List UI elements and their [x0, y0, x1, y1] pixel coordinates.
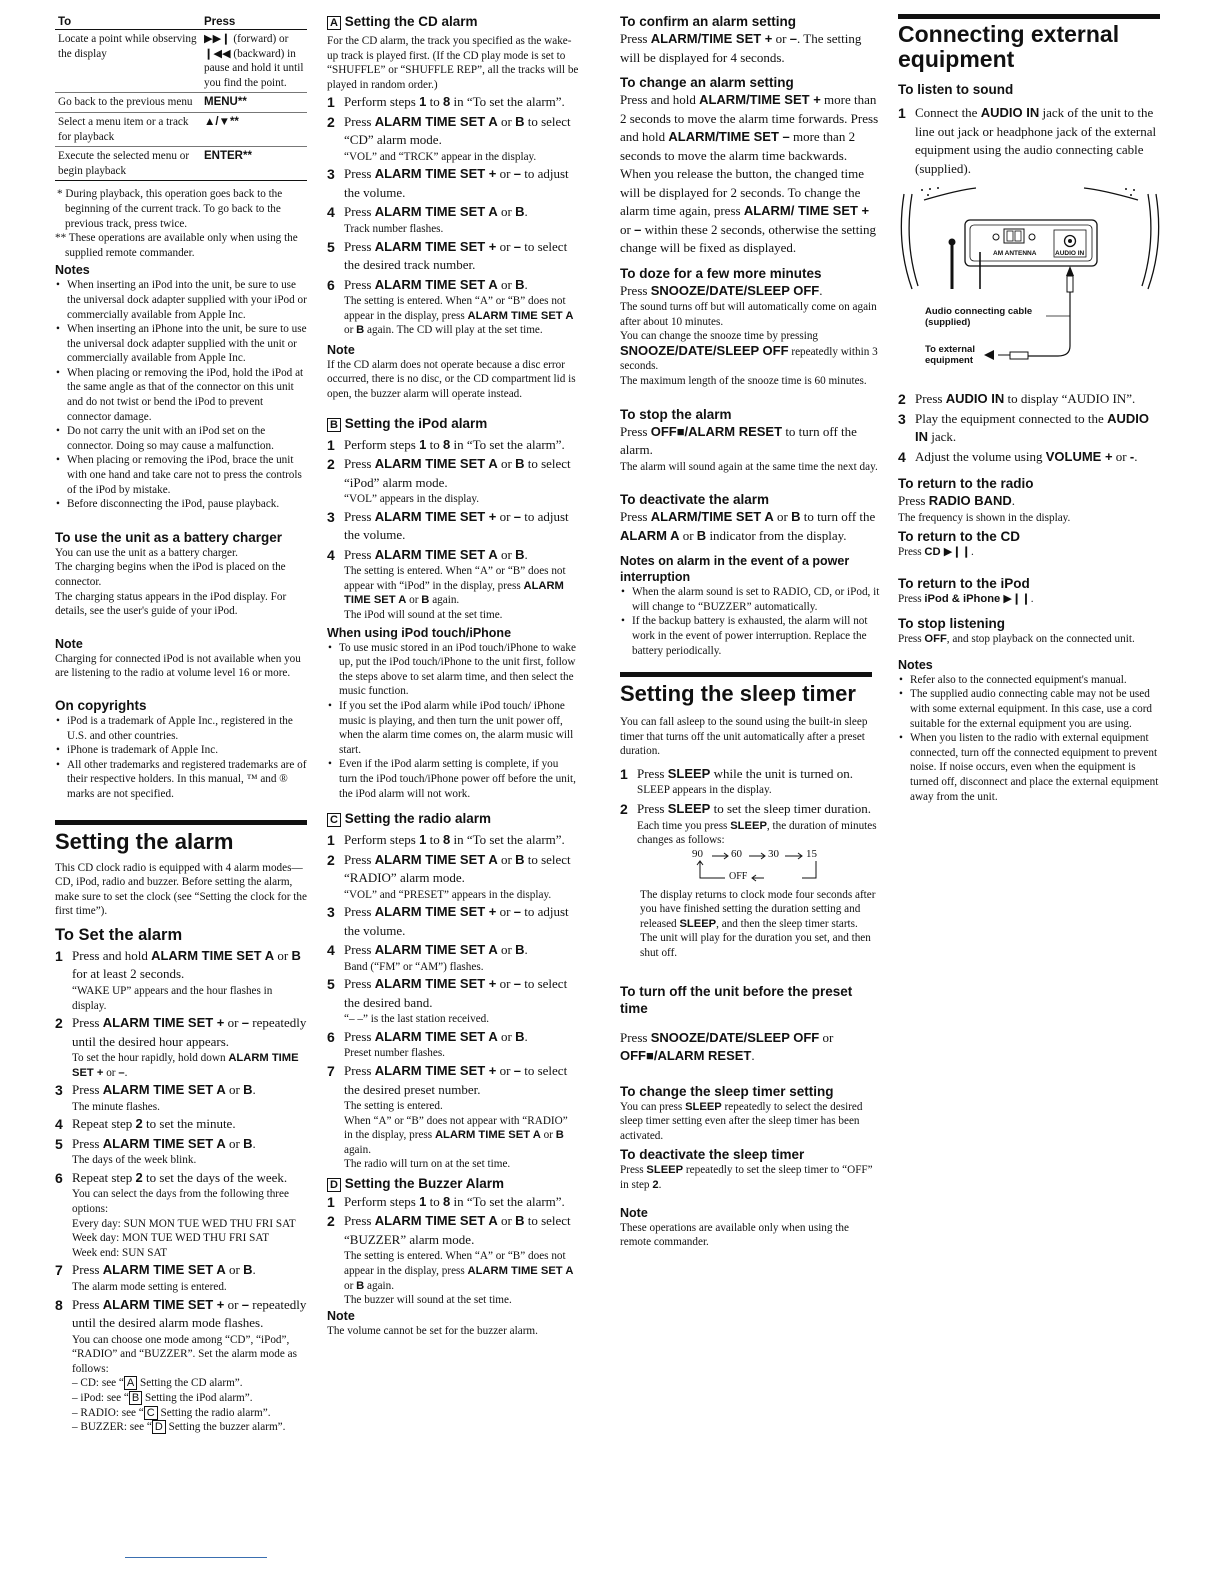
- sleep-note-title: Note: [620, 1205, 648, 1220]
- return-radio-title: To return to the radio: [898, 476, 1034, 491]
- step: [327, 1028, 579, 1061]
- sleep-steps: [620, 765, 880, 848]
- list-item: • Refer also to the connected equipment's manual.: [898, 673, 1160, 688]
- cycle-15: 15: [806, 847, 817, 860]
- buzzer-steps: [327, 1193, 579, 1308]
- deact-sleep-text: Press SLEEP repeatedly to set the sleep timer to “OFF” in step 2.: [620, 1164, 873, 1192]
- step: [55, 1081, 307, 1114]
- doze-sub: The sound turns off but will automatically come on again after about 10 minutes. You can change the snooze time by pressing SNOOZE/DATE/SLEEP OFF repeatedly within 3 seconds. The maximum length of the snooze time is 60 minutes.: [620, 301, 878, 387]
- sleep-note-text: These operations are available only when using the remote commander.: [620, 1221, 849, 1249]
- step-text: Press SLEEP to set the sleep timer duration.: [637, 801, 871, 816]
- step-number: 4: [327, 204, 335, 221]
- ipod-alarm-title: [327, 416, 579, 432]
- table-cell: Select a menu item or a track for playback: [55, 112, 201, 146]
- step-number: 1: [327, 1193, 335, 1210]
- step-text: Press ALARM TIME SET + or – to select the desired band.: [344, 976, 568, 1010]
- sleep-after: The display returns to clock mode four seconds after you have finished setting the duration setting and released SLEEP, and then the sleep timer starts. The unit will play for the duration you set, and then shut off.: [640, 888, 876, 960]
- return-radio-main: Press RADIO BAND.: [898, 493, 1016, 508]
- step-text: Press AUDIO IN to display “AUDIO IN”.: [915, 391, 1136, 406]
- step-text: Press ALARM TIME SET + or – to select the desired track number.: [344, 238, 568, 273]
- table-cell: ENTER**: [201, 147, 307, 181]
- step: [327, 903, 579, 940]
- step: [327, 831, 579, 850]
- step-number: 3: [55, 1082, 63, 1099]
- change-sleep-text: You can press SLEEP repeatedly to select the desired sleep timer setting even after the sleep timer has been activated.: [620, 1100, 863, 1142]
- step-number: 6: [327, 1028, 335, 1045]
- paragraph: The charging status appears in the iPod display. For details, see the user's guide of your iPod.: [55, 590, 287, 618]
- power-notes: [620, 585, 880, 658]
- step-text: Press ALARM TIME SET A or B.: [344, 1028, 528, 1044]
- step: [55, 1014, 307, 1080]
- step: [55, 1135, 307, 1168]
- radio-steps: [327, 831, 579, 1172]
- doze-title: To doze for a few more minutes: [620, 265, 822, 281]
- step-text: Press ALARM TIME SET + or – repeatedly until the desired hour appears.: [72, 1015, 307, 1049]
- step-text: Repeat step 2 to set the minute.: [72, 1116, 236, 1132]
- column-1: [55, 14, 307, 1435]
- alarm-steps: [55, 947, 307, 1435]
- step-detail: The alarm mode setting is entered.: [72, 1280, 227, 1293]
- step-number: 2: [327, 1213, 335, 1230]
- step-number: 1: [327, 94, 335, 111]
- external-label: To external equipment: [925, 344, 975, 366]
- step: [327, 165, 579, 202]
- table-row: [55, 112, 307, 146]
- step-number: 1: [55, 947, 63, 964]
- step: [327, 436, 579, 455]
- step-text: Press ALARM TIME SET A or B to select “RADIO” alarm mode.: [344, 851, 571, 886]
- stop-alarm-main: Press OFF■/ALARM RESET to turn off the alarm.: [620, 423, 857, 458]
- step-detail: SLEEP appears in the display.: [637, 784, 772, 797]
- footnote: ** These operations are available only when using the supplied remote commander.: [55, 232, 298, 259]
- step-detail: The setting is entered. When “A” or “B” does not appear in the display, press ALARM TIME SET A or B again. The CD will play at the set time.: [344, 295, 574, 337]
- charger-title: To use the unit as a battery charger: [55, 529, 283, 545]
- note-text: Charging for connected iPod is not available when you are listening to the radio at volume level 16 or more.: [55, 652, 301, 680]
- sleep-cycle-arrows: [640, 848, 870, 884]
- table-row: [55, 147, 307, 181]
- table-cell: Execute the selected menu or begin playback: [55, 147, 201, 181]
- step-number: 2: [620, 801, 628, 817]
- step: [327, 203, 579, 236]
- connect-heading: Connecting external equipment: [898, 14, 1160, 72]
- label-c-box: C: [327, 813, 341, 827]
- list-item: • When placing or removing the iPod, hold the iPod at the same angle as that of the connector on this unit and do not twist or bend the iPod to prevent connector damage.: [55, 366, 307, 424]
- step-text: Press and hold ALARM TIME SET A or B for at least 2 seconds.: [72, 947, 301, 982]
- step: [620, 765, 880, 798]
- notes-title: Notes: [55, 263, 90, 278]
- list-item: • All other trademarks and registered trademarks are of their respective holders. In this manual, ™ and ® marks are not specified.: [55, 758, 307, 802]
- power-title: Notes on alarm in the event of a power interruption: [620, 554, 850, 585]
- step: [327, 975, 579, 1027]
- step: [620, 800, 880, 848]
- note-title: Note: [55, 636, 83, 651]
- cd-note-title: Note: [327, 342, 355, 357]
- buzzer-note: The volume cannot be set for the buzzer alarm.: [327, 1324, 538, 1337]
- step-text: Press ALARM TIME SET A or B.: [344, 546, 528, 562]
- step-detail: Track number flashes.: [344, 222, 444, 235]
- step-detail: You can choose one mode among “CD”, “iPod”, “RADIO” and “BUZZER”. Set the alarm mode as follows: – CD: see “ A Setting the CD alarm”. – iPod: see “ B Setting the iPod alarm”. – RADIO: see “ C Setting the radio alarm”. – BUZZER: see “ D Setting the buzzer alarm”.: [72, 1333, 297, 1434]
- table-cell: Go back to the previous menu: [55, 93, 201, 113]
- list-item: • Do not carry the unit with an iPod set on the connector. Doing so may cause a malfunction.: [55, 424, 307, 453]
- cd-intro: For the CD alarm, the track you specified as the wake-up track is played first. (If the CD play mode is set to “SHUFFLE” or “SHUFFLE REP”, all the tracks will be played in random order.): [327, 35, 579, 91]
- step-text: Perform steps 1 to 8 in “To set the alarm”.: [344, 1193, 565, 1209]
- list-item: • If the backup battery is exhausted, the alarm will not work in the event of power interruption. Replace the battery periodically.: [620, 614, 880, 658]
- step-number: 3: [327, 166, 335, 183]
- connection-diagram: [898, 184, 1163, 389]
- step-text: Press ALARM TIME SET A or B.: [72, 1135, 256, 1151]
- step-text: Press ALARM TIME SET A or B.: [72, 1082, 256, 1098]
- confirm-text: Press ALARM/TIME SET + or –. The setting will be displayed for 4 seconds.: [620, 31, 862, 65]
- paragraph: The charging begins when the iPod is placed on the connector.: [55, 561, 286, 588]
- step: [327, 276, 579, 338]
- cd-alarm-title: [327, 14, 579, 30]
- step: [55, 1261, 307, 1294]
- step-number: 1: [327, 832, 335, 849]
- cycle-60: 60: [731, 847, 742, 860]
- buzzer-alarm-title-text: Setting the Buzzer Alarm: [344, 1175, 504, 1191]
- return-cd-text: Press CD ▶❙❙.: [898, 546, 974, 559]
- step: [898, 448, 1160, 467]
- preset-text: Press SNOOZE/DATE/SLEEP OFF or OFF■/ALARM RESET.: [620, 1029, 834, 1064]
- deact-sleep-title: To deactivate the sleep timer: [620, 1147, 805, 1163]
- paragraph: You can use the unit as a battery charger.: [55, 546, 238, 559]
- step: [55, 1296, 307, 1435]
- sleep-cycle-diagram: [640, 848, 870, 884]
- connect-steps: [898, 390, 1160, 466]
- deactivate-text: Press ALARM/TIME SET A or B to turn off the ALARM A or B indicator from the display.: [620, 509, 876, 543]
- label-a-box: A: [327, 16, 341, 30]
- table-cell: Locate a point while observing the display: [55, 30, 201, 93]
- step: [327, 238, 579, 275]
- preset-title: To turn off the unit before the preset time: [620, 983, 853, 1016]
- step-number: 4: [898, 448, 906, 465]
- step-detail: “– –” is the last station received.: [344, 1013, 490, 1026]
- buzzer-alarm-title: [327, 1176, 579, 1192]
- step-number: 2: [327, 851, 335, 868]
- confirm-title: To confirm an alarm setting: [620, 14, 797, 29]
- step-text: Press ALARM TIME SET + or – to adjust the volume.: [344, 166, 569, 200]
- step: [327, 455, 579, 507]
- step-text: Press ALARM TIME SET A or B.: [344, 942, 528, 958]
- step-text: Play the equipment connected to the AUDIO IN jack.: [915, 410, 1149, 444]
- change-text: Press and hold ALARM/TIME SET + more than 2 seconds to move the alarm time forwards. Press and hold ALARM/TIME SET – more than 2 seconds to move the alarm time backwards. When you release the button, the changed time will be displayed for 2 seconds. To change the alarm time again, press ALARM/ TIME SET + or – within these 2 seconds, otherwise the setting change will be fixed as displayed.: [620, 92, 879, 255]
- stop-alarm-title: To stop the alarm: [620, 406, 732, 422]
- step-number: 3: [898, 410, 906, 427]
- step-detail: Each time you press SLEEP, the duration of minutes changes as follows:: [637, 819, 877, 847]
- table-row: [55, 93, 307, 113]
- step: [327, 93, 579, 112]
- step-detail: “VOL” and “TRCK” appear in the display.: [344, 150, 537, 163]
- return-cd-title: To return to the CD: [898, 529, 1020, 545]
- alarm-intro: This CD clock radio is equipped with 4 alarm modes—CD, iPod, radio and buzzer. Before setting the alarm, make sure to set the clock (see “Setting the clock for the first time”).: [55, 861, 307, 918]
- list-item: • When the alarm sound is set to RADIO, CD, or iPod, it will change to “BUZZER” automatically.: [620, 585, 880, 614]
- step-detail: Preset number flashes.: [344, 1047, 445, 1060]
- cycle-off: OFF: [729, 870, 748, 882]
- step-detail: To set the hour rapidly, hold down ALARM TIME SET + or –.: [72, 1052, 299, 1079]
- return-ipod-text: Press iPod & iPhone ▶❙❙.: [898, 592, 1034, 605]
- step-text: Press ALARM TIME SET + or – to select the desired preset number.: [344, 1063, 568, 1097]
- step-number: 6: [55, 1169, 63, 1186]
- touch-notes: [327, 641, 579, 802]
- step-detail: “WAKE UP” appears and the hour flashes in display.: [72, 984, 273, 1012]
- step-detail: The minute flashes.: [72, 1100, 160, 1113]
- stop-listening-text: Press OFF, and stop playback on the connected unit.: [898, 633, 1135, 646]
- list-item: • iPhone is trademark of Apple Inc.: [55, 743, 307, 758]
- step-number: 7: [327, 1063, 335, 1079]
- connect-step-1-text: Connect the AUDIO IN jack of the unit to the line out jack or headphone jack of the external equipment using the audio connecting cable (supplied).: [915, 105, 1157, 176]
- step: [55, 1115, 307, 1134]
- step-number: 3: [327, 508, 335, 525]
- step-text: Perform steps 1 to 8 in “To set the alarm”.: [344, 436, 565, 452]
- alarm-heading: Setting the alarm: [55, 820, 307, 855]
- table-cell: MENU**: [201, 93, 307, 113]
- step-text: Press ALARM TIME SET A or B to select “CD” alarm mode.: [344, 113, 571, 148]
- change-sleep-title: To change the sleep timer setting: [620, 1083, 834, 1099]
- step-text: Perform steps 1 to 8 in “To set the alarm”.: [344, 832, 565, 848]
- return-radio-sub: The frequency is shown in the display.: [898, 511, 1071, 524]
- copyright-list: [55, 714, 307, 802]
- step-number: 4: [55, 1116, 63, 1133]
- step: [327, 851, 579, 903]
- step-number: 5: [55, 1135, 63, 1152]
- return-ipod-title: To return to the iPod: [898, 575, 1030, 591]
- step-text: Press ALARM TIME SET A or B.: [344, 204, 528, 220]
- step: [898, 410, 1160, 447]
- column-4: [898, 14, 1160, 804]
- label-b-box: B: [327, 418, 341, 432]
- copyright-title: On copyrights: [55, 697, 147, 713]
- step-text: Adjust the volume using VOLUME + or -.: [915, 448, 1138, 464]
- step-text: Press ALARM TIME SET + or – to adjust the volume.: [344, 904, 569, 938]
- step-detail: The setting is entered. When “A” or “B” does not appear with “RADIO” in the display, press ALARM TIME SET A or B again. The radio will turn on at the set time.: [344, 1100, 568, 1171]
- deactivate-title: To deactivate the alarm: [620, 492, 770, 508]
- page-footer-line: [125, 1557, 267, 1558]
- touch-title: When using iPod touch/iPhone: [327, 625, 512, 640]
- footnote: * During playback, this operation goes back to the beginning of the current track. To go back to the previous track, press twice.: [57, 188, 283, 230]
- cd-steps: [327, 93, 579, 337]
- table-cell: ▲/▼**: [201, 112, 307, 146]
- step-detail: The setting is entered. When “A” or “B” does not appear with “iPod” in the display, press ALARM TIME SET A or B again. The iPod will sound at the set time.: [344, 565, 566, 621]
- step: [327, 1062, 579, 1172]
- table-cell: ▶▶❙ (forward) or ❙◀◀ (backward) in pause and hold it until you find the point.: [201, 30, 307, 93]
- ipod-steps: [327, 436, 579, 623]
- list-item: • The supplied audio connecting cable may not be used with some external equipment. In this case, use a cord suitable for the external equipment you are using.: [898, 687, 1160, 731]
- list-item: • To use music stored in an iPod touch/iPhone to wake up, put the iPod touch/iPhone to the unit first, follow the steps above to set alarm time, and then select the music function.: [327, 641, 579, 699]
- step-text: Press ALARM TIME SET A or B to select “iPod” alarm mode.: [344, 456, 571, 490]
- list-item: • When inserting an iPod into the unit, be sure to use the universal dock adapter supplied with your iPod or commercially available from Apple Inc.: [55, 278, 307, 322]
- radio-alarm-title-text: Setting the radio alarm: [344, 811, 491, 827]
- step: [898, 390, 1160, 409]
- column-3: [620, 14, 880, 1250]
- step-number: 2: [327, 456, 335, 473]
- buzzer-note-title: Note: [327, 1308, 355, 1323]
- step: [327, 1212, 579, 1307]
- step-text: Press ALARM TIME SET A or B to select “BUZZER” alarm mode.: [344, 1213, 571, 1247]
- step-number: 4: [327, 942, 335, 959]
- step-text: Perform steps 1 to 8 in “To set the alarm”.: [344, 94, 565, 110]
- cycle-90: 90: [692, 847, 703, 860]
- list-item: • When you listen to the radio with external equipment connected, turn off the connected equipment to prevent noise. If noise occurs, even when the equipment is turned off, disconnect and place the external equipment away from the unit.: [898, 731, 1160, 804]
- step-detail: “VOL” and “PRESET” appears in the display.: [344, 888, 552, 901]
- step-text: Repeat step 2 to set the days of the week.: [72, 1169, 288, 1185]
- list-item: • Even if the iPod alarm setting is complete, if you turn the iPod touch/iPhone power off before the unit, the iPod alarm will not work.: [327, 757, 579, 801]
- step-text: Press ALARM TIME SET A or B.: [344, 276, 528, 292]
- listen-title: To listen to sound: [898, 82, 1014, 97]
- step: [55, 1169, 307, 1260]
- charger-text: [55, 546, 307, 619]
- step-number: 7: [55, 1262, 63, 1279]
- am-antenna-label: AM ANTENNA: [993, 250, 1037, 257]
- step-detail: “VOL” appears in the display.: [344, 493, 480, 506]
- list-item: • When inserting an iPhone into the unit, be sure to use the universal dock adapter supplied with the unit or commercially available from Apple Inc.: [55, 322, 307, 366]
- step-text: Press SLEEP while the unit is turned on.: [637, 765, 853, 781]
- cd-note: If the CD alarm does not operate because a disc error occurred, there is no disc, or the CD compartment lid is open, the buzzer alarm will operate instead.: [327, 358, 576, 401]
- column-2: [327, 14, 579, 1338]
- connect-notes-title: Notes: [898, 657, 933, 672]
- change-title: To change an alarm setting: [620, 75, 794, 90]
- notes-list: [55, 278, 307, 512]
- table-header-to: To: [55, 14, 201, 30]
- table-row: [55, 30, 307, 93]
- step: [327, 941, 579, 974]
- list-item: • When placing or removing the iPod, brace the unit with one hand and take care not to press the controls of the iPod by mistake.: [55, 453, 307, 497]
- step-detail: The setting is entered. When “A” or “B” does not appear in the display, press ALARM TIME SET A or B again. The buzzer will sound at the set time.: [344, 1250, 574, 1307]
- operation-table: [55, 14, 307, 180]
- cycle-30: 30: [768, 847, 779, 860]
- stop-listening-title: To stop listening: [898, 616, 1005, 632]
- step-text: Press ALARM TIME SET A or B.: [72, 1262, 256, 1278]
- step: [327, 113, 579, 165]
- step-number: 1: [327, 436, 335, 453]
- ipod-alarm-title-text: Setting the iPod alarm: [344, 415, 488, 431]
- step-detail: Band (“FM” or “AM”) flashes.: [344, 960, 484, 973]
- table-header-press: Press: [201, 14, 307, 30]
- radio-alarm-title: [327, 811, 579, 827]
- step-number: 6: [327, 276, 335, 293]
- connect-step-1: [898, 104, 1160, 178]
- step-number: 1: [898, 105, 906, 121]
- sleep-intro: You can fall asleep to the sound using the built-in sleep timer that turns off the unit automatically after a preset duration.: [620, 716, 868, 758]
- step-detail: You can select the days from the following three options: Every day: SUN MON TUE WED THU FRI SAT Week day: MON TUE WED THU FRI SAT Week end: SUN SAT: [72, 1188, 296, 1259]
- stop-alarm-sub: The alarm will sound again at the same time the next day.: [620, 460, 878, 473]
- audio-in-label: AUDIO IN: [1055, 250, 1085, 257]
- connect-notes: [898, 673, 1160, 804]
- list-item: • Before disconnecting the iPod, pause playback.: [55, 497, 307, 512]
- step-number: 2: [327, 113, 335, 130]
- step: [55, 947, 307, 1013]
- step-number: 3: [327, 904, 335, 921]
- step: [327, 1193, 579, 1212]
- step-detail: The days of the week blink.: [72, 1154, 197, 1167]
- step-number: 1: [620, 765, 628, 782]
- label-d-box: D: [327, 1178, 341, 1192]
- set-alarm-title: To Set the alarm: [55, 925, 183, 944]
- step-number: 5: [327, 976, 335, 993]
- step: [327, 546, 579, 623]
- step-number: 4: [327, 546, 335, 563]
- step: [327, 508, 579, 545]
- step-text: Press ALARM TIME SET + or – to adjust the volume.: [344, 508, 569, 543]
- sleep-heading: Setting the sleep timer: [620, 672, 872, 707]
- list-item: • iPod is a trademark of Apple Inc., registered in the U.S. and other countries.: [55, 714, 307, 743]
- cd-alarm-title-text: Setting the CD alarm: [344, 14, 478, 29]
- step-number: 5: [327, 238, 335, 255]
- cable-label: Audio connecting cable (supplied): [925, 306, 1033, 328]
- list-item: • If you set the iPod alarm while iPod touch/ iPhone music is playing, and then turn the unit power off, when the alarm time comes on, the alarm music will start.: [327, 699, 579, 757]
- step-number: 2: [55, 1015, 63, 1032]
- step-text: Press ALARM TIME SET + or – repeatedly until the desired alarm mode flashes.: [72, 1296, 307, 1331]
- step-number: 8: [55, 1296, 63, 1313]
- doze-main: Press SNOOZE/DATE/SLEEP OFF.: [620, 282, 823, 298]
- step-number: 2: [898, 391, 906, 407]
